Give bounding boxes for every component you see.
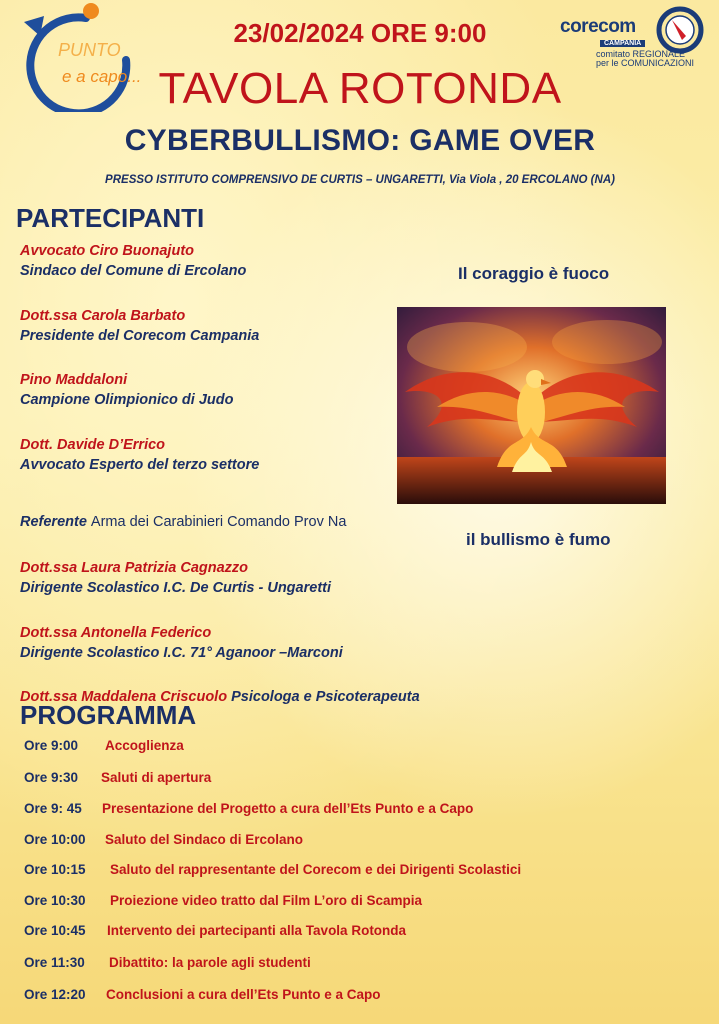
- referent-item: [20, 500, 460, 559]
- participant-role: Dirigente Scolastico I.C. 71° Aganoor –Marconi: [20, 644, 343, 661]
- program-time: Ore 9: 45: [24, 801, 82, 816]
- event-venue: PRESSO ISTITUTO COMPRENSIVO DE CURTIS – UNGARETTI, Via Viola , 20 ERCOLANO (NA): [105, 174, 615, 186]
- program-time: Ore 12:20: [24, 987, 86, 1002]
- program-time: Ore 10:30: [24, 893, 86, 908]
- participant-item: [20, 559, 460, 624]
- program-time: Ore 9:30: [24, 770, 79, 785]
- participants-list: [20, 242, 460, 707]
- corecom-line2: per le COMUNICAZIONI: [596, 58, 695, 68]
- program-time: Ore 10:15: [24, 862, 86, 877]
- program-desc: Proiezione video tratto dal Film L’oro di Scampia: [110, 893, 423, 908]
- referent-text: Arma dei Carabinieri Comando Prov Na: [90, 514, 347, 530]
- logo-text-line2: e a capo...: [62, 67, 142, 86]
- participant-name: Dott. Davide D’Errico: [20, 436, 166, 453]
- participant-item: [20, 436, 460, 501]
- referent-label: Referente: [20, 514, 87, 530]
- program-desc: Saluto del rappresentante del Corecom e dei Dirigenti Scolastici: [110, 862, 522, 877]
- quote-bottom: il bullismo è fumo: [466, 530, 611, 549]
- program-desc: Dibattito: la parole agli studenti: [109, 955, 311, 970]
- program-desc: Conclusioni a cura dell’Ets Punto e a Capo: [106, 987, 381, 1002]
- program-desc: Intervento dei partecipanti alla Tavola Rotonda: [107, 923, 407, 938]
- program-time: Ore 10:00: [24, 832, 86, 847]
- participants-heading: PARTECIPANTI: [16, 203, 205, 233]
- participant-name: Pino Maddaloni: [20, 372, 128, 388]
- program-desc: Accoglienza: [105, 738, 184, 753]
- participant-item: [20, 307, 460, 372]
- participant-role: Avvocato Esperto del terzo settore: [20, 456, 260, 473]
- program-time: Ore 9:00: [24, 738, 79, 753]
- participant-role: Psicologa e Psicoterapeuta: [231, 689, 420, 705]
- participant-role: Dirigente Scolastico I.C. De Curtis - Ungaretti: [20, 580, 331, 596]
- participant-role: Campione Olimpionico di Judo: [20, 392, 234, 408]
- participant-item: [20, 242, 460, 307]
- program-time: Ore 10:45: [24, 923, 86, 938]
- participant-name: Dott.ssa Laura Patrizia Cagnazzo: [20, 560, 249, 576]
- program-time: Ore 11:30: [24, 955, 85, 970]
- phoenix-image: [397, 307, 666, 504]
- program-desc: Saluti di apertura: [101, 770, 212, 785]
- program-desc: Presentazione del Progetto a cura dell’Ets Punto e a Capo: [102, 801, 474, 816]
- participant-item: [20, 624, 460, 689]
- program-heading: PROGRAMMA: [20, 700, 197, 730]
- participant-role: Presidente del Corecom Campania: [20, 327, 260, 344]
- event-title: TAVOLA ROTONDA: [158, 64, 562, 113]
- participant-item: [20, 371, 460, 436]
- corecom-emblem-icon: [656, 6, 704, 54]
- participant-name: Dott.ssa Maddalena Criscuolo: [20, 689, 228, 705]
- participant-name: Dott.ssa Carola Barbato: [20, 307, 186, 324]
- corecom-region: CAMPANIA: [600, 40, 645, 47]
- event-date: 23/02/2024 ORE 9:00: [233, 18, 487, 48]
- participant-role: Sindaco del Comune di Ercolano: [20, 263, 247, 279]
- quote-top: Il coraggio è fuoco: [458, 264, 610, 283]
- event-subtitle: CYBERBULLISMO: GAME OVER: [124, 124, 596, 157]
- participant-name: Dott.ssa Antonella Federico: [20, 624, 212, 641]
- logo-text-line1: PUNTO: [58, 40, 121, 60]
- program-desc: Saluto del Sindaco di Ercolano: [105, 832, 304, 847]
- referent-line: [20, 514, 460, 530]
- participant-name: Avvocato Ciro Buonajuto: [20, 243, 195, 259]
- corecom-brand: corecom: [560, 16, 636, 37]
- corecom-line1: comitato REGIONALE: [596, 49, 686, 59]
